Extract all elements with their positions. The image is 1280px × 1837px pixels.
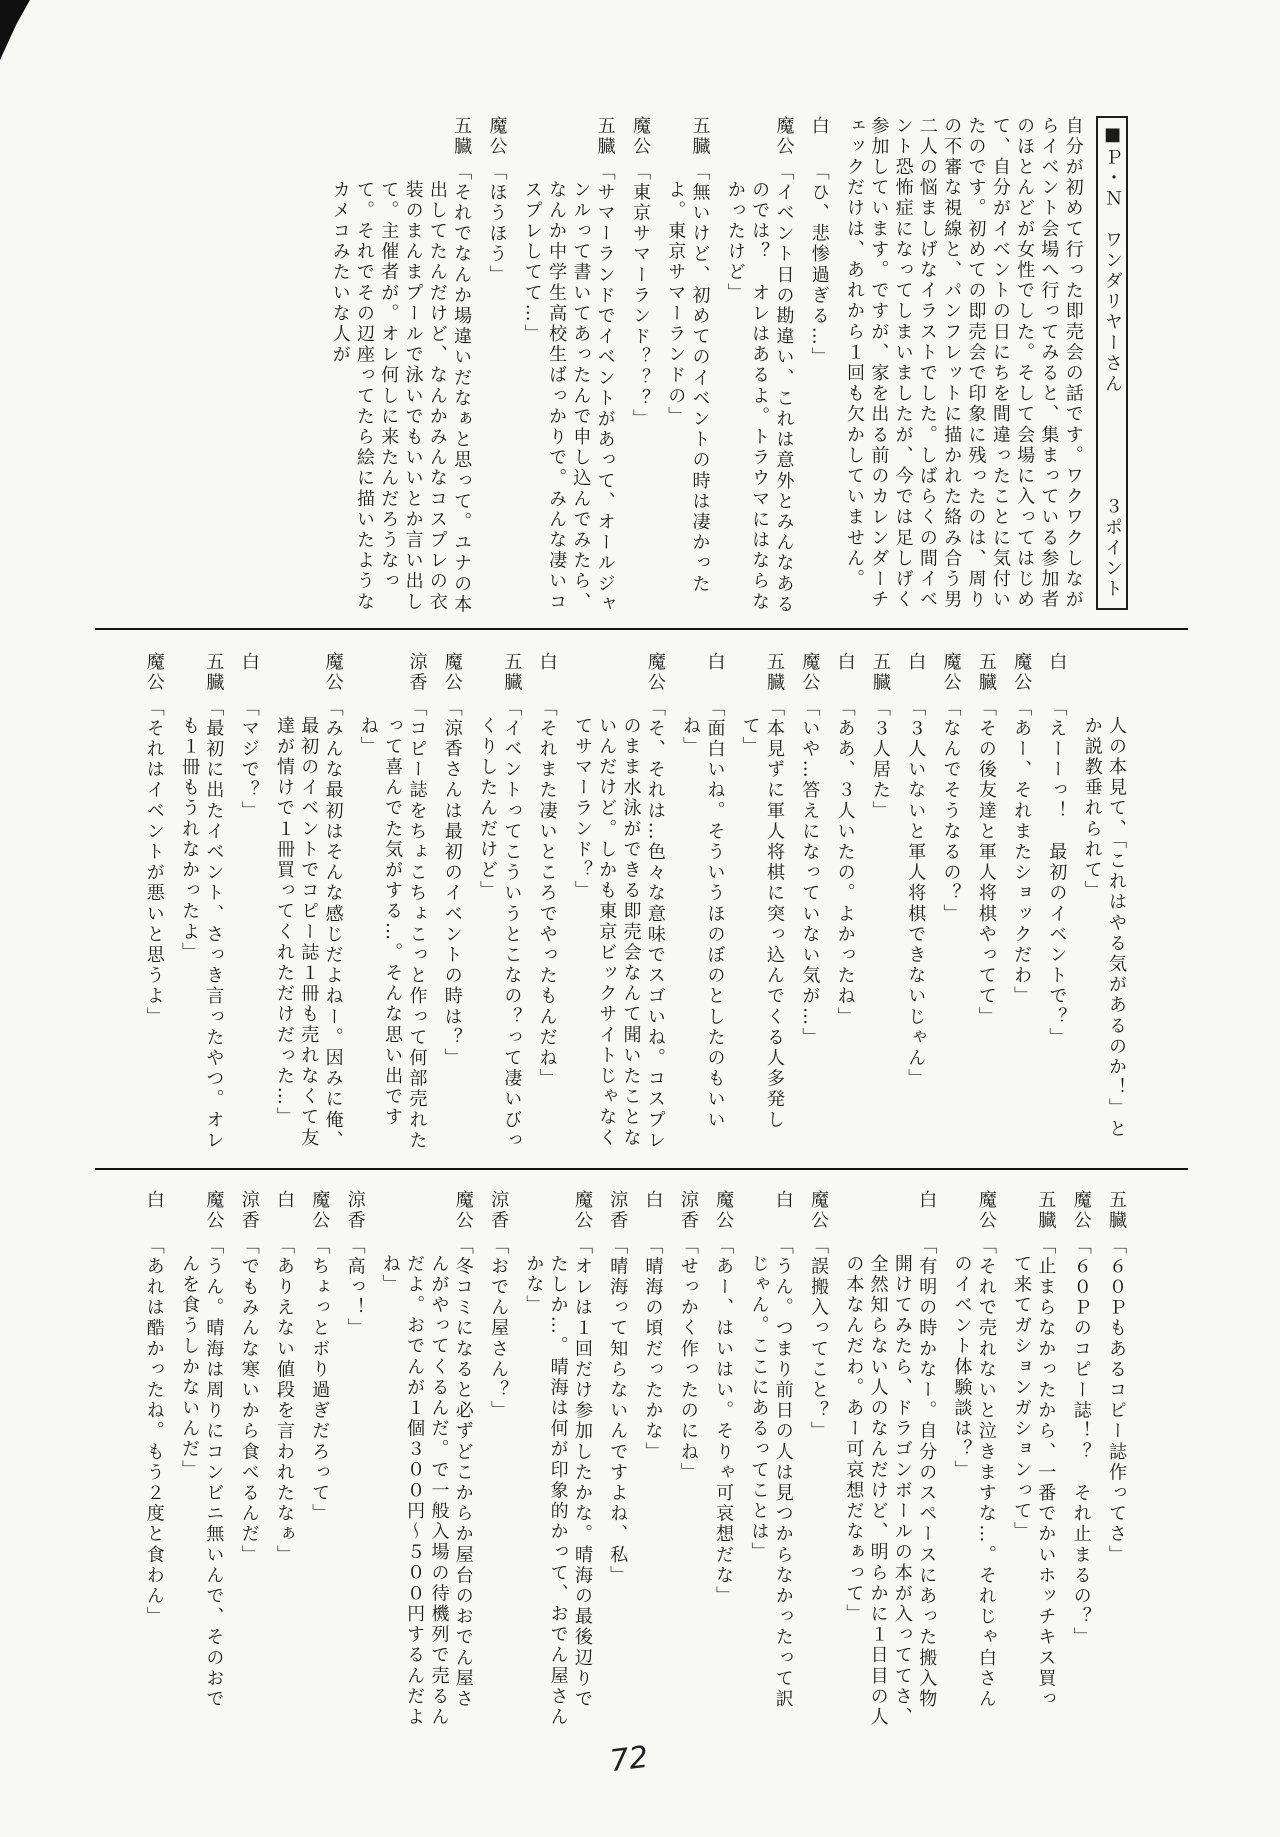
dialogue-text: 「無いけど、初めてのイベントの時は凄かったよ。東京サマーランドの」 [665, 162, 711, 595]
dialogue-line [723, 116, 796, 616]
dialogue-text: 「ほうほう」 [486, 162, 508, 286]
dialogue-line [534, 652, 558, 1158]
dialogue-line [142, 652, 166, 1158]
dialogue-text: 「イベント日の勘違い、これは意外とみんなあるのでは？ オレはあるよ。トラウマにはならなかったけど」 [724, 162, 795, 616]
speaker-name: 魔公 [452, 1190, 474, 1232]
speaker-name: 魔公 [713, 1190, 735, 1232]
header-bullet-icon: ■ [1102, 124, 1123, 148]
speaker-name: 魔公 [309, 1190, 331, 1232]
dialogue-text: 「冬コミになると必ずどこからか屋台のおでん屋さんがやってくるんだ。で一般入場の待機列で売るんだよ。おでんが１個３００円～５００円するんだよね」 [379, 1236, 474, 1728]
dialogue-line [1009, 1190, 1058, 1730]
speaker-name: 白 [1046, 652, 1068, 673]
dialogue-line [236, 652, 260, 1158]
dialogue-line [903, 652, 927, 1158]
dialogue-text: 「晴海の頃だったかな」 [642, 1236, 664, 1463]
speaker-name: 魔公 [486, 116, 508, 158]
speaker-name: 魔公 [975, 1190, 997, 1232]
dialogue-line [342, 1190, 366, 1730]
dialogue-text: 「そ、それは…色々な意味でスゴいね。コスプレのまま水泳ができる即売会なんて聞いたことないんだけど。しかも東京ビックサイトじゃなくてサマーランド？」 [571, 698, 666, 1152]
speaker-name: 魔公 [143, 652, 165, 694]
dialogue-text: 「あれは酷かったね。もう２度と食わん」 [143, 1236, 165, 1628]
dialogue-text: 「オレは１回だけ参加したかな。晴海の最後辺りでたしか…。晴海は何が印象的かって、おでん屋さんかな」 [523, 1236, 593, 1728]
speaker-name: 五臓 [203, 652, 225, 694]
dialogue-line [378, 1190, 475, 1730]
dialogue-text: 「それまた凄いところでやったもんだね」 [536, 698, 558, 1090]
dialogue-text: 「えーーっ！ 最初のイベントで？」 [1046, 698, 1068, 1049]
speaker-name: 涼香 [677, 1190, 699, 1232]
speaker-name: 五臓 [869, 652, 891, 694]
speaker-name: 五臓 [501, 652, 523, 694]
dialogue-line [272, 1190, 296, 1730]
speaker-name: 五臓 [1106, 1190, 1127, 1232]
dialogue-line [177, 1190, 226, 1730]
dialogue-line [1104, 1190, 1128, 1730]
dialogue-line [938, 652, 962, 1158]
dialogue-line [484, 116, 508, 616]
dialogue-text: 「３人居た」 [869, 698, 891, 822]
dialogue-line [1044, 652, 1068, 1158]
dialogue-text: 「なんでそうなるの？」 [940, 698, 962, 925]
dialogue-line [486, 1190, 510, 1730]
dialogue-line [605, 1190, 629, 1730]
speaker-name: 白 [143, 1190, 165, 1211]
dialogue-text: 「コピー誌をちょこちょこっと作って何部売れたって喜んでた気がする…。そんな思い出ですね」 [357, 698, 428, 1152]
speaker-name: 白 [834, 652, 856, 673]
dialogue-line [272, 652, 345, 1158]
speaker-name: 五臓 [764, 652, 786, 694]
dialogue-line [570, 652, 667, 1158]
speaker-name: 白 [273, 1190, 295, 1211]
speaker-name: 魔公 [1070, 1190, 1092, 1232]
points-label: ３ポイント [1101, 497, 1123, 600]
dialogue-text: 「おでん屋さん？」 [488, 1236, 510, 1422]
dialogue-line [628, 116, 652, 616]
speaker-name: 白 [905, 652, 927, 673]
dialogue-line [439, 652, 463, 1158]
dialogue-line [1009, 652, 1033, 1158]
speaker-name: 魔公 [799, 652, 821, 694]
speaker-name: 魔公 [808, 1190, 830, 1232]
speaker-name: 魔公 [441, 652, 463, 694]
speaker-name: 涼香 [607, 1190, 629, 1232]
dialogue-continuation: 人の本見て、「これはやる気があるのか！」とか説教垂れられて」 [1081, 716, 1127, 1140]
speaker-name: 白 [808, 116, 830, 137]
speaker-name: 魔公 [322, 652, 344, 694]
speaker-name: 白 [642, 1190, 664, 1211]
dialogue-text: 「面白いね。そういうほのぼのとしたのもいいね」 [680, 698, 726, 1131]
speaker-name: 白 [704, 652, 726, 673]
section-divider-line [95, 1168, 1188, 1170]
dialogue-text: 「ああ、３人いたの。よかったね」 [834, 698, 856, 1028]
speaker-name: 涼香 [344, 1190, 366, 1232]
speaker-name: 魔公 [940, 652, 962, 694]
dialogue-line [949, 1190, 998, 1730]
dialogue-text: 「イベントってこういうとこなの？って凄いびっくりしたんだけど」 [477, 698, 523, 1152]
text-band-top [96, 116, 1128, 616]
dialogue-text: 「サマーランドでイベントがあって、オールジャンルって書いてあったんで申し込んでみたら、なんか中学生高校生ばっかりで。みんな凄いコスプレしてて…」 [521, 162, 616, 616]
dialogue-line [832, 652, 856, 1158]
dialogue-line [737, 652, 786, 1158]
dialogue-line [356, 652, 429, 1158]
dialogue-text: 「でもみんな寒いから食べるんだ」 [238, 1236, 260, 1566]
dialogue-line [521, 1190, 594, 1730]
speaker-name: 白 [772, 1190, 794, 1211]
dialogue-text: 「涼香さんは最初のイベントの時は？」 [441, 698, 463, 1069]
dialogue-line [974, 652, 998, 1158]
speaker-name: 魔公 [571, 1190, 593, 1232]
pen-name-title: Ｐ・Ｎ ワンダリヤーさん [1102, 147, 1123, 395]
reader-letter-header-box [1096, 116, 1128, 610]
speaker-name: 五臓 [975, 652, 997, 694]
dialogue-text: 「６０Ｐもあるコピー誌作ってさ」 [1106, 1236, 1127, 1566]
dialogue-text: 「うん。晴海は周りにコンビニ無いんで、そのおでんを食うしかないんだ」 [179, 1236, 225, 1710]
speaker-name: 五臓 [451, 116, 473, 158]
speaker-name: 涼香 [488, 1190, 510, 1232]
speaker-name: 白 [536, 652, 558, 673]
dialogue-text: 「６０Ｐのコピー誌！？ それ止まるの？」 [1070, 1236, 1092, 1648]
dialogue-text: 「それで売れないと泣きますな…。それじゃ白さんのイベント体験談は？」 [951, 1236, 997, 1710]
dialogue-line [746, 1190, 795, 1730]
speaker-name: 魔公 [1011, 652, 1033, 694]
speaker-name: 魔公 [629, 116, 651, 158]
dialogue-text: 「マジで？」 [238, 698, 260, 822]
dialogue-text: 「本見ずに軍人将棋に突っ込んでくる人多発して」 [739, 698, 786, 1131]
speaker-name: 五臓 [689, 116, 711, 158]
text-band-middle [96, 652, 1128, 1158]
scan-corner-artifact [0, 0, 30, 60]
dialogue-text: 「みんな最初はそんな感じだよねー。因みに俺、最初のイベントでコピー誌１冊も売れなくて友達が情けで１冊買ってくれただけだった…」 [273, 698, 344, 1152]
speaker-name: 五臓 [594, 116, 616, 158]
dialogue-line [806, 1190, 830, 1730]
text-band-bottom [96, 1190, 1128, 1730]
dialogue-line [678, 652, 727, 1158]
dialogue-text: 「ありえない値段を言われたなぁ」 [273, 1236, 295, 1566]
speaker-name: 五臓 [1035, 1190, 1057, 1232]
dialogue-line [307, 1190, 331, 1730]
speaker-name: 涼香 [406, 652, 428, 694]
dialogue-line [236, 1190, 260, 1730]
dialogue-text: 「それはイベントが悪いと思うよ」 [143, 698, 165, 1028]
dialogue-line [177, 652, 226, 1158]
dialogue-text: 「せっかく作ったのにね」 [677, 1236, 699, 1484]
dialogue-text: 「最初に出たイベント、さっき言ったやつ。オレも１冊もうれなかったよ」 [179, 698, 225, 1152]
dialogue-line [711, 1190, 735, 1730]
dialogue-text: 「３人いないと軍人将棋できないじゃん」 [905, 698, 927, 1090]
dialogue-line [475, 652, 524, 1158]
dialogue-line [806, 116, 830, 616]
speaker-name: 白 [238, 652, 260, 673]
speaker-name: 魔公 [203, 1190, 225, 1232]
reader-letter-paragraph: 自分が初めて行った即売会の話です。ワクワクしながらイベント会場へ行ってみると、集まっている参加者のほとんどが女性でした。そして会場に入ってはじめて、自分がイベントの日にちを間違ったことに気付いたのです。初めての即売会で印象に残ったのは、周りの不審な視線と、パンフレットに描かれた絡み合う男二人の悩ましげなイラストでした。しばらくの間イベント恐怖症になってしまいましたが、今では足しげく参加しています。ですが、家を出る前のカレンダーチェックだけは、あれから１回も欠かしていません。 [844, 116, 1084, 611]
dialogue-text: 「うん。つまり前日の人は見つからなかったって訳じゃん。ここにあるってことは」 [748, 1236, 794, 1710]
dialogue-text: 「止まらなかったから、一番でかいホッチキス買って来てガションガションって」 [1011, 1236, 1057, 1710]
dialogue-text: 「いや…答えになっていない気が…」 [799, 698, 821, 1049]
dialogue-text: 「あー、それまたショックだわ」 [1011, 698, 1033, 1007]
speaker-name: 涼香 [238, 1190, 260, 1232]
dialogue-text: 「高っ！」 [344, 1236, 366, 1339]
dialogue-text: 「ひ、悲惨過ぎる…」 [808, 162, 830, 368]
dialogue-line [841, 1190, 938, 1730]
speaker-name: 魔公 [773, 116, 795, 158]
dialogue-line [797, 652, 821, 1158]
dialogue-text: 「東京サマーランド？？？」 [629, 162, 651, 430]
dialogue-line [142, 1190, 166, 1730]
dialogue-line [1068, 1190, 1092, 1730]
page-number: 72 [608, 1739, 651, 1780]
speaker-name: 魔公 [644, 652, 666, 694]
dialogue-line [519, 116, 616, 616]
dialogue-text: 「ちょっとボり過ぎだろって」 [309, 1236, 331, 1525]
dialogue-text: 「誤搬入ってこと？」 [808, 1236, 830, 1442]
dialogue-text: 「その後友達と軍人将棋やってて」 [975, 698, 997, 1028]
dialogue-line [676, 1190, 700, 1730]
dialogue-text: 「晴海って知らないんですよね、私」 [607, 1236, 629, 1587]
dialogue-text: 「それでなんか場違いだなぁと思って。ユナの本出してたんだけど、なんかみんなコスプレの衣装のまんまプールで泳いでもいいとか言い出して。主催者が。オレ何しに来たんだろうなって。それでその辺座ってたら絵に描いたようなカメコみたいな人が [329, 162, 473, 616]
dialogue-line [327, 116, 473, 616]
speaker-name: 白 [916, 1190, 938, 1211]
dialogue-line [663, 116, 712, 616]
dialogue-line [868, 652, 892, 1158]
dialogue-text: 「あー、はいはい。そりゃ可哀想だな」 [713, 1236, 735, 1607]
dialogue-text: 「有明の時かなー。自分のスペースにあった搬入物開けてみたら、ドラゴンボールの本が入っててさ、全然知らない人のなんだけど、明らかに１日目の人の本なんだわ。あー可哀想だなぁって」 [843, 1236, 938, 1728]
dialogue-line [640, 1190, 664, 1730]
section-divider-line [95, 628, 1188, 630]
